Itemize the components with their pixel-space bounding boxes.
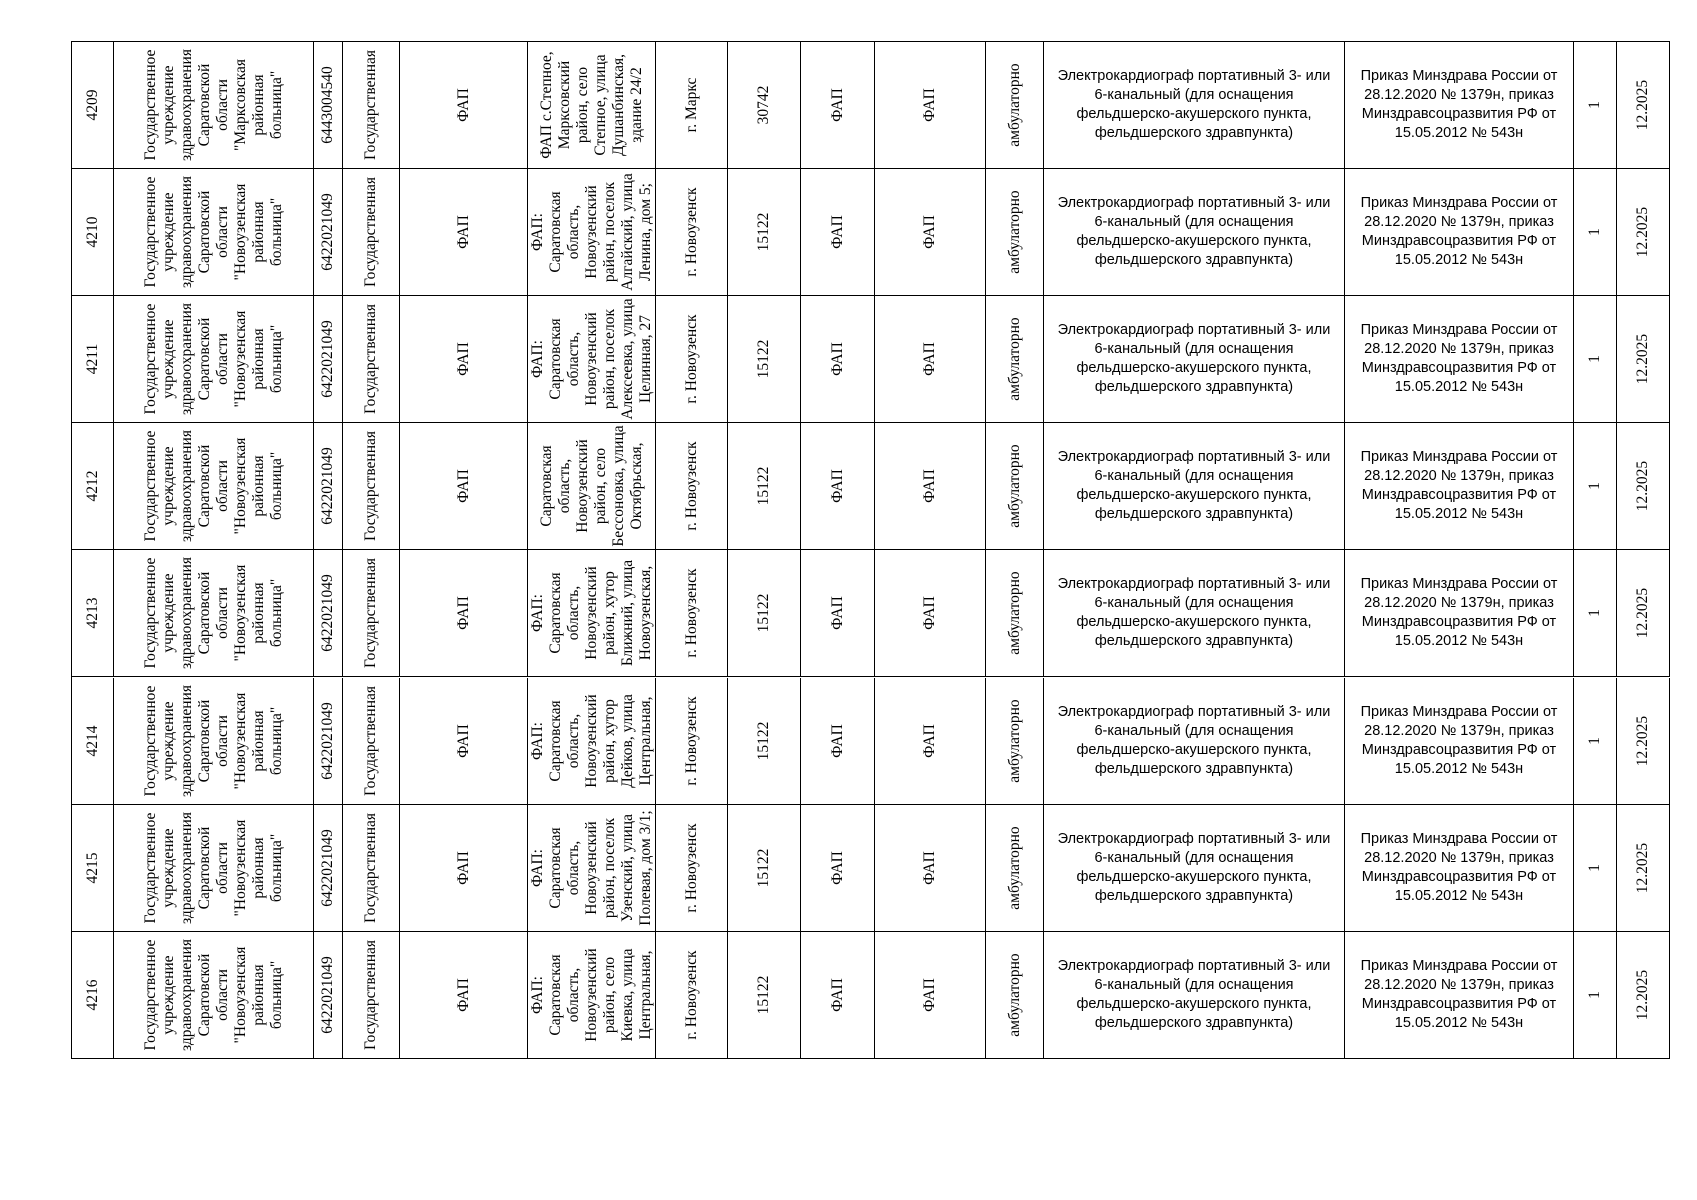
order-text: Приказ Минздрава России от 28.12.2020 № 1379н, приказ Минздравсоцразвития РФ от 15.05.2012 № 543н: [1360, 830, 1558, 904]
row-number-text: 4216: [83, 979, 101, 1011]
facility-type-cell: [400, 932, 528, 1059]
care-form-cell: [986, 423, 1044, 550]
unit-cell: [875, 169, 986, 296]
equipment-cell: [1044, 42, 1345, 169]
address-text: ФАП: Саратовская область, Новоузенский район, поселок Алгайский, улица Ленина, дом 5;: [528, 173, 654, 291]
unit-cell: [875, 678, 986, 805]
quantity-cell: [1574, 42, 1617, 169]
equipment-text: Электрокардиограф портативный 3- или 6-канальный (для оснащения фельдшерско-акушерского пункта, фельдшерского здравпункта): [1057, 195, 1331, 269]
row-number-cell: [72, 805, 114, 932]
unit-text: ФАП: [921, 977, 938, 1012]
unit-text: ФАП: [921, 850, 938, 885]
quantity-cell: [1574, 423, 1617, 550]
quantity-cell: [1574, 678, 1617, 805]
row-number-cell: [72, 550, 114, 677]
inn-text: 6422021049: [319, 574, 336, 653]
facility-type-cell: [400, 550, 528, 677]
ownership-cell: [343, 42, 400, 169]
date-text: 12.2025: [1634, 79, 1651, 131]
row-number-text: 4213: [83, 597, 101, 629]
order-cell: [1345, 550, 1574, 677]
equipment-cell: [1044, 678, 1345, 805]
table-row: [72, 423, 1670, 550]
address-text: ФАП: Саратовская область, Новоузенский район, хутор Дейков, улица Центральная,: [528, 693, 654, 788]
city-cell: [656, 550, 728, 677]
population-text: 15122: [755, 212, 772, 252]
address-cell: [528, 296, 656, 423]
facility-type-cell: [400, 42, 528, 169]
ownership-text: Государственная: [362, 685, 379, 796]
care-form-cell: [986, 42, 1044, 169]
population-text: 30742: [755, 85, 772, 125]
care-form-cell: [986, 296, 1044, 423]
ownership-cell: [343, 678, 400, 805]
quantity-text: 1: [1586, 482, 1603, 491]
organization-cell: [114, 932, 314, 1059]
inn-text: 6422021049: [319, 320, 336, 398]
organization-text: Государственное учреждение здравоохранения Саратовской области "Марксовская районная больница": [141, 49, 285, 162]
city-cell: [656, 42, 728, 169]
order-cell: [1345, 932, 1574, 1059]
facility-type-text: ФАП: [454, 215, 472, 249]
care-form-text: амбулаторно: [1005, 444, 1023, 529]
address-cell: [528, 678, 656, 805]
organization-cell: [114, 678, 314, 805]
organization-text: Государственное учреждение здравоохранения Саратовской области "Новоузенская районная больница": [141, 811, 285, 924]
ownership-text: Государственная: [362, 50, 379, 161]
quantity-cell: [1574, 805, 1617, 932]
facility-type-text: ФАП: [454, 977, 472, 1012]
table-row: [72, 296, 1670, 423]
unit-text: ФАП: [921, 342, 938, 377]
inn-text: 6422021049: [319, 828, 336, 907]
date-text: 12.2025: [1634, 969, 1651, 1020]
order-text: Приказ Минздрава России от 28.12.2020 № 1379н, приказ Минздравсоцразвития РФ от 15.05.2012 № 543н: [1360, 957, 1558, 1031]
population-cell: [728, 678, 801, 805]
date-cell: [1617, 678, 1670, 805]
city-cell: [656, 678, 728, 805]
population-cell: [728, 423, 801, 550]
organization-cell: [114, 423, 314, 550]
care-form-text: амбулаторно: [1005, 190, 1023, 274]
facility-type-cell: [400, 169, 528, 296]
quantity-text: 1: [1586, 609, 1603, 618]
address-text: ФАП: Саратовская область, Новоузенский район, хутор Ближний, улица Новоузенская,: [528, 560, 654, 667]
order-text: Приказ Минздрава России от 28.12.2020 № 1379н, приказ Минздравсоцразвития РФ от 15.05.2012 № 543н: [1360, 449, 1558, 523]
city-text: г. Новоузенск: [682, 695, 700, 786]
table-row: [72, 169, 1670, 296]
address-cell: [528, 550, 656, 677]
city-text: г. Новоузенск: [682, 187, 700, 277]
city-text: г. Новоузенск: [682, 950, 700, 1040]
subdivision-cell: [801, 550, 875, 677]
population-text: 15122: [755, 466, 772, 506]
order-text: Приказ Минздрава России от 28.12.2020 № 1379н, приказ Минздравсоцразвития РФ от 15.05.2012 № 543н: [1360, 703, 1558, 777]
organization-cell: [114, 805, 314, 932]
ownership-text: Государственная: [362, 558, 379, 669]
facility-type-cell: [400, 296, 528, 423]
subdivision-cell: [801, 296, 875, 423]
organization-text: Государственное учреждение здравоохранения Саратовской области "Новоузенская районная больница": [141, 176, 285, 289]
table-row: [72, 42, 1670, 169]
city-cell: [656, 932, 728, 1059]
population-cell: [728, 932, 801, 1059]
organization-text: Государственное учреждение здравоохранения Саратовской области "Новоузенская районная больница": [141, 303, 285, 416]
inn-text: 6422021049: [319, 701, 336, 780]
row-number-text: 4212: [83, 470, 101, 502]
care-form-cell: [986, 932, 1044, 1059]
address-cell: [528, 805, 656, 932]
quantity-text: 1: [1586, 355, 1603, 364]
equipment-cell: [1044, 169, 1345, 296]
address-text: ФАП с.Степное, Марксовский район, село Степное, улица Душанбинская, здание 24/2: [537, 51, 645, 159]
row-number-cell: [72, 296, 114, 423]
population-cell: [728, 169, 801, 296]
inn-cell: [314, 678, 343, 805]
unit-cell: [875, 805, 986, 932]
order-text: Приказ Минздрава России от 28.12.2020 № 1379н, приказ Минздравсоцразвития РФ от 15.05.2012 № 543н: [1360, 195, 1558, 269]
organization-text: Государственное учреждение здравоохранения Саратовской области "Новоузенская районная больница": [141, 938, 285, 1051]
inn-cell: [314, 805, 343, 932]
row-number-text: 4215: [83, 852, 101, 884]
care-form-text: амбулаторно: [1005, 698, 1023, 783]
equipment-text: Электрокардиограф портативный 3- или 6-канальный (для оснащения фельдшерско-акушерского пункта, фельдшерского здравпункта): [1057, 449, 1331, 523]
order-cell: [1345, 169, 1574, 296]
date-text: 12.2025: [1634, 206, 1651, 258]
order-cell: [1345, 42, 1574, 169]
city-cell: [656, 296, 728, 423]
ownership-text: Государственная: [362, 939, 379, 1050]
city-text: г. Новоузенск: [682, 314, 700, 404]
equipment-cell: [1044, 805, 1345, 932]
city-text: г. Новоузенск: [682, 823, 700, 913]
population-text: 15122: [755, 339, 772, 379]
facility-type-text: ФАП: [454, 596, 472, 631]
equipment-text: Электрокардиограф портативный 3- или 6-канальный (для оснащения фельдшерско-акушерского пункта, фельдшерского здравпункта): [1057, 68, 1331, 142]
address-text: ФАП: Саратовская область, Новоузенский район, село Киевка, улица Центральная,: [528, 948, 654, 1042]
care-form-cell: [986, 678, 1044, 805]
equipment-text: Электрокардиограф портативный 3- или 6-канальный (для оснащения фельдшерско-акушерского пункта, фельдшерского здравпункта): [1057, 830, 1331, 904]
care-form-text: амбулаторно: [1005, 317, 1023, 401]
ownership-text: Государственная: [362, 177, 379, 288]
care-form-cell: [986, 169, 1044, 296]
organization-cell: [114, 296, 314, 423]
equipment-text: Электрокардиограф портативный 3- или 6-канальный (для оснащения фельдшерско-акушерского пункта, фельдшерского здравпункта): [1057, 703, 1331, 777]
date-cell: [1617, 932, 1670, 1059]
unit-cell: [875, 296, 986, 423]
row-number-cell: [72, 42, 114, 169]
order-cell: [1345, 296, 1574, 423]
city-cell: [656, 423, 728, 550]
organization-cell: [114, 550, 314, 677]
population-cell: [728, 296, 801, 423]
subdivision-text: ФАП: [828, 977, 846, 1012]
organization-cell: [114, 42, 314, 169]
equipment-table: [71, 41, 1670, 1059]
row-number-cell: [72, 169, 114, 296]
order-cell: [1345, 805, 1574, 932]
address-cell: [528, 423, 656, 550]
facility-type-text: ФАП: [454, 850, 472, 885]
unit-text: ФАП: [921, 723, 938, 758]
address-text: Саратовская область, Новоузенский район, село Бессоновка, улица Октябрьская,: [537, 425, 645, 547]
inn-cell: [314, 296, 343, 423]
population-cell: [728, 550, 801, 677]
care-form-text: амбулаторно: [1005, 953, 1023, 1037]
order-text: Приказ Минздрава России от 28.12.2020 № 1379н, приказ Минздравсоцразвития РФ от 15.05.2012 № 543н: [1360, 576, 1558, 650]
equipment-cell: [1044, 296, 1345, 423]
subdivision-cell: [801, 42, 875, 169]
organization-text: Государственное учреждение здравоохранения Саратовской области "Новоузенская районная больница": [141, 557, 285, 670]
care-form-text: амбулаторно: [1005, 63, 1023, 147]
population-cell: [728, 805, 801, 932]
quantity-text: 1: [1586, 228, 1603, 237]
organization-text: Государственное учреждение здравоохранения Саратовской области "Новоузенская районная больница": [141, 430, 285, 543]
unit-cell: [875, 550, 986, 677]
city-text: г. Новоузенск: [682, 568, 700, 659]
table-row: [72, 678, 1670, 805]
subdivision-cell: [801, 169, 875, 296]
unit-cell: [875, 42, 986, 169]
unit-text: ФАП: [921, 88, 938, 122]
quantity-cell: [1574, 296, 1617, 423]
inn-cell: [314, 550, 343, 677]
subdivision-text: ФАП: [828, 850, 846, 885]
inn-cell: [314, 423, 343, 550]
subdivision-text: ФАП: [828, 469, 846, 504]
city-cell: [656, 169, 728, 296]
population-text: 15122: [755, 721, 772, 760]
equipment-text: Электрокардиограф портативный 3- или 6-канальный (для оснащения фельдшерско-акушерского пункта, фельдшерского здравпункта): [1057, 576, 1331, 650]
care-form-cell: [986, 550, 1044, 677]
subdivision-cell: [801, 805, 875, 932]
quantity-cell: [1574, 550, 1617, 677]
ownership-cell: [343, 550, 400, 677]
equipment-text: Электрокардиограф портативный 3- или 6-канальный (для оснащения фельдшерско-акушерского пункта, фельдшерского здравпункта): [1057, 322, 1331, 396]
organization-text: Государственное учреждение здравоохранения Саратовской области "Новоузенская районная больница": [141, 684, 285, 797]
order-cell: [1345, 423, 1574, 550]
city-cell: [656, 805, 728, 932]
row-number-cell: [72, 932, 114, 1059]
city-text: г. Новоузенск: [682, 441, 700, 531]
facility-type-text: ФАП: [454, 342, 472, 377]
quantity-cell: [1574, 932, 1617, 1059]
care-form-cell: [986, 805, 1044, 932]
date-text: 12.2025: [1634, 715, 1651, 766]
subdivision-text: ФАП: [828, 88, 846, 122]
date-cell: [1617, 805, 1670, 932]
date-cell: [1617, 423, 1670, 550]
row-number-text: 4214: [83, 725, 101, 757]
unit-cell: [875, 932, 986, 1059]
address-cell: [528, 42, 656, 169]
order-cell: [1345, 678, 1574, 805]
quantity-text: 1: [1586, 990, 1603, 999]
population-text: 15122: [755, 848, 772, 888]
ownership-cell: [343, 423, 400, 550]
unit-text: ФАП: [921, 596, 938, 631]
quantity-cell: [1574, 169, 1617, 296]
inn-cell: [314, 42, 343, 169]
ownership-cell: [343, 805, 400, 932]
unit-text: ФАП: [921, 469, 938, 504]
subdivision-text: ФАП: [828, 723, 846, 758]
facility-type-text: ФАП: [454, 723, 472, 758]
order-text: Приказ Минздрава России от 28.12.2020 № 1379н, приказ Минздравсоцразвития РФ от 15.05.2012 № 543н: [1360, 322, 1558, 396]
quantity-text: 1: [1586, 736, 1603, 745]
quantity-text: 1: [1586, 863, 1603, 872]
date-text: 12.2025: [1634, 334, 1651, 385]
care-form-text: амбулаторно: [1005, 825, 1023, 910]
equipment-cell: [1044, 550, 1345, 677]
population-text: 15122: [755, 594, 772, 633]
address-cell: [528, 169, 656, 296]
facility-type-text: ФАП: [454, 88, 472, 122]
date-text: 12.2025: [1634, 588, 1651, 639]
inn-cell: [314, 932, 343, 1059]
population-text: 15122: [755, 975, 772, 1015]
equipment-cell: [1044, 423, 1345, 550]
facility-type-cell: [400, 678, 528, 805]
ownership-cell: [343, 169, 400, 296]
inn-text: 6443004540: [319, 66, 336, 144]
inn-text: 6422021049: [319, 955, 336, 1034]
date-text: 12.2025: [1634, 842, 1651, 893]
unit-cell: [875, 423, 986, 550]
table-row: [72, 932, 1670, 1059]
date-cell: [1617, 550, 1670, 677]
subdivision-text: ФАП: [828, 596, 846, 631]
equipment-cell: [1044, 932, 1345, 1059]
ownership-cell: [343, 296, 400, 423]
address-cell: [528, 932, 656, 1059]
address-text: ФАП: Саратовская область, Новоузенский район, поселок Алексеевка, улица Целинная, 27: [528, 298, 654, 420]
ownership-text: Государственная: [362, 431, 379, 542]
unit-text: ФАП: [921, 215, 938, 249]
ownership-text: Государственная: [362, 304, 379, 415]
facility-type-cell: [400, 423, 528, 550]
organization-cell: [114, 169, 314, 296]
subdivision-cell: [801, 678, 875, 805]
subdivision-cell: [801, 423, 875, 550]
subdivision-text: ФАП: [828, 342, 846, 377]
inn-cell: [314, 169, 343, 296]
population-cell: [728, 42, 801, 169]
date-cell: [1617, 42, 1670, 169]
address-text: ФАП: Саратовская область, Новоузенский район, поселок Узенский, улица Полевая, дом 3/1;: [528, 809, 654, 926]
table-row: [72, 550, 1670, 677]
subdivision-cell: [801, 932, 875, 1059]
quantity-text: 1: [1586, 101, 1603, 109]
facility-type-text: ФАП: [454, 469, 472, 504]
inn-text: 6422021049: [319, 447, 336, 526]
care-form-text: амбулаторно: [1005, 571, 1023, 656]
city-text: г. Маркс: [682, 77, 700, 133]
date-cell: [1617, 169, 1670, 296]
equipment-text: Электрокардиограф портативный 3- или 6-канальный (для оснащения фельдшерско-акушерского пункта, фельдшерского здравпункта): [1057, 957, 1331, 1031]
row-number-text: 4210: [83, 216, 101, 248]
facility-type-cell: [400, 805, 528, 932]
table-row: [72, 805, 1670, 932]
date-text: 12.2025: [1634, 461, 1651, 512]
row-number-cell: [72, 678, 114, 805]
inn-text: 6422021049: [319, 193, 336, 271]
date-cell: [1617, 296, 1670, 423]
row-number-text: 4211: [83, 344, 101, 375]
ownership-cell: [343, 932, 400, 1059]
order-text: Приказ Минздрава России от 28.12.2020 № 1379н, приказ Минздравсоцразвития РФ от 15.05.2012 № 543н: [1360, 68, 1558, 142]
subdivision-text: ФАП: [828, 215, 846, 249]
ownership-text: Государственная: [362, 812, 379, 923]
row-number-cell: [72, 423, 114, 550]
row-number-text: 4209: [83, 89, 101, 121]
